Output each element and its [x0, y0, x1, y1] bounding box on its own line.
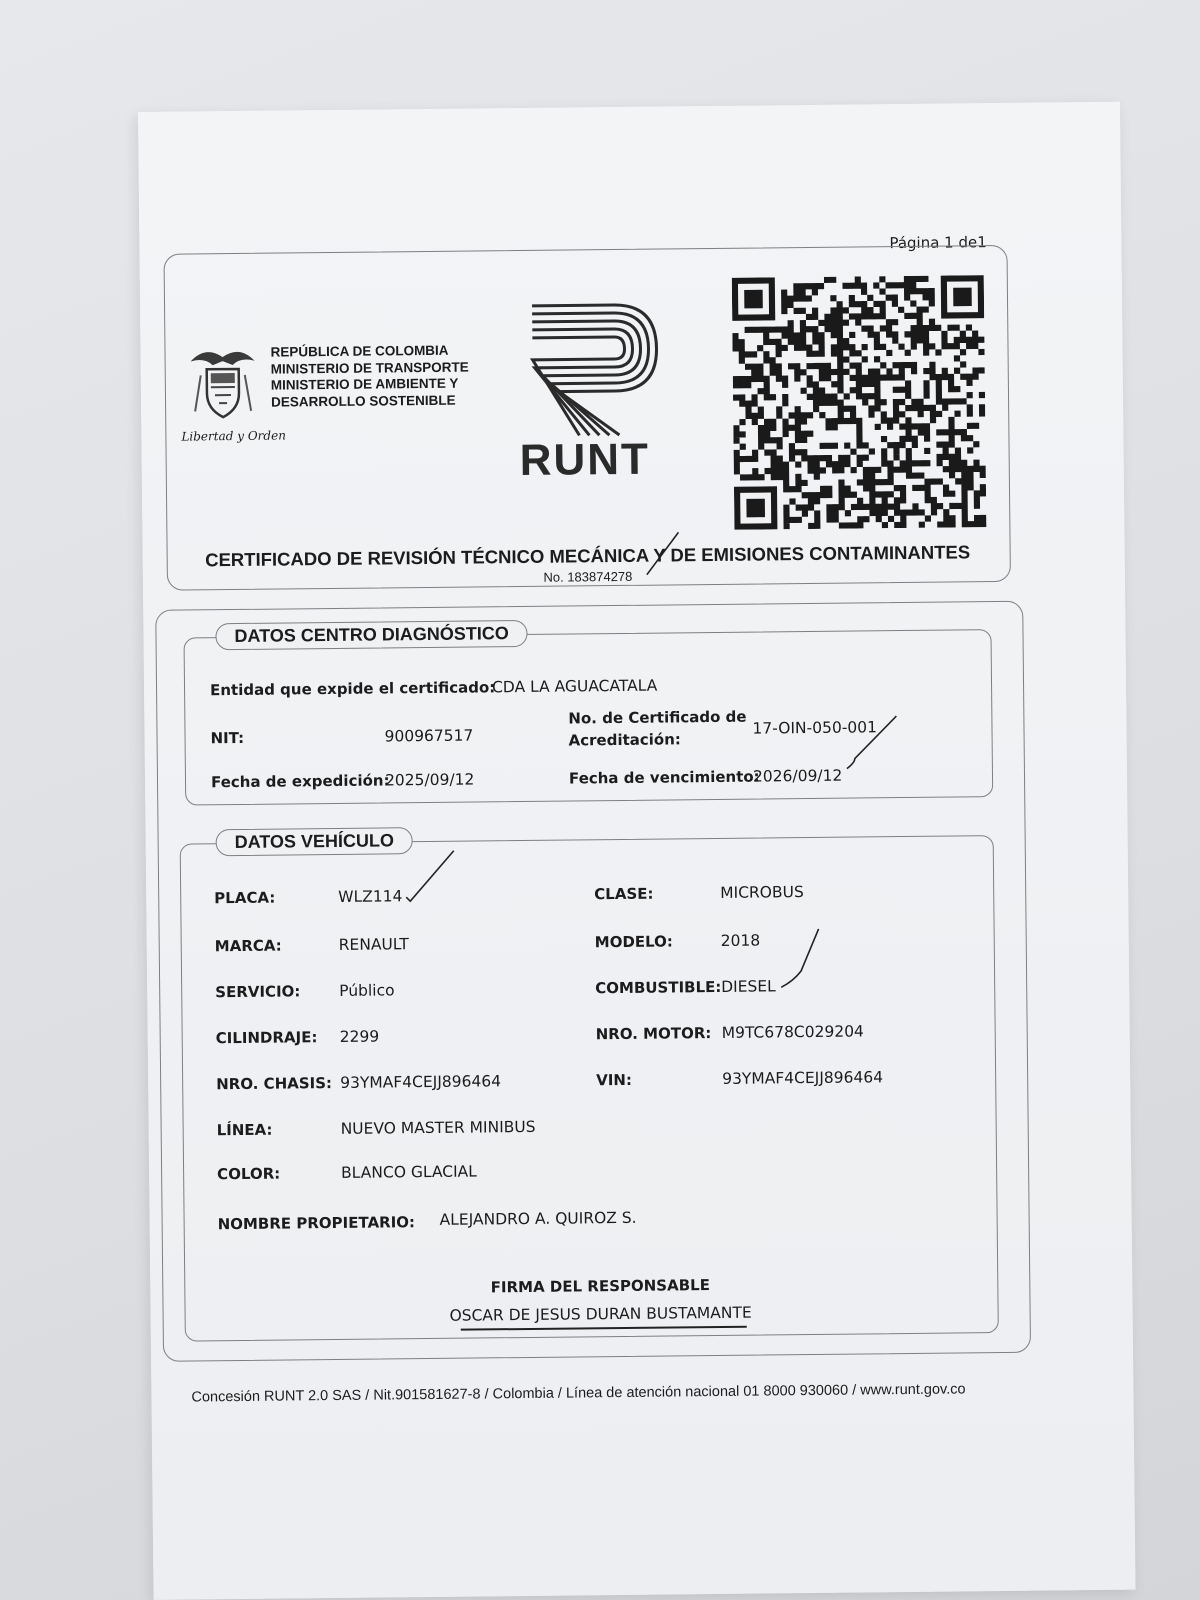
accreditation-value: 17-OIN-050-001	[752, 718, 878, 738]
placa-value: WLZ114	[338, 887, 403, 906]
signature-label: FIRMA DEL RESPONSABLE	[490, 1276, 710, 1297]
marca-value: RENAULT	[338, 935, 409, 954]
qr-code-icon	[732, 275, 987, 530]
issue-date-value: 2025/09/12	[384, 770, 475, 790]
vin-label: VIN:	[596, 1070, 633, 1090]
handwritten-check-mark-icon	[779, 925, 824, 991]
footer-text: Concesión RUNT 2.0 SAS / Nit.901581627-8 / Colombia / Línea de atención nacional 01 8000 930060 / www.runt.gov.co	[191, 1381, 966, 1406]
gov-line-1: REPÚBLICA DE COLOMBIA	[270, 342, 449, 360]
motor-value: M9TC678C029204	[721, 1022, 864, 1042]
cilindraje-value: 2299	[339, 1027, 380, 1046]
diagnostic-center-title: DATOS CENTRO DIAGNÓSTICO	[215, 620, 528, 650]
motor-label: NRO. MOTOR:	[595, 1024, 712, 1044]
certificate-title: CERTIFICADO DE REVISIÓN TÉCNICO MECÁNICA Y DE EMISIONES CONTAMINANTES	[205, 541, 971, 571]
accreditation-label-2: Acreditación:	[568, 730, 681, 750]
clase-value: MICROBUS	[720, 883, 804, 902]
handwritten-check-mark-icon	[844, 712, 901, 773]
issue-date-label: Fecha de expedición:	[210, 771, 390, 792]
modelo-label: MODELO:	[594, 932, 673, 952]
handwritten-check-mark-icon	[642, 528, 683, 578]
government-entities	[270, 343, 469, 411]
issuer-value: CDA LA AGUACATALA	[491, 676, 658, 697]
marca-label: MARCA:	[214, 936, 282, 956]
gov-line-3: MINISTERIO DE AMBIENTE Y	[270, 375, 459, 393]
expiry-date-label: Fecha de vencimiento:	[568, 767, 760, 788]
colombia-coat-of-arms-icon	[180, 341, 265, 426]
owner-label: NOMBRE PROPIETARIO:	[217, 1213, 416, 1234]
color-label: COLOR:	[217, 1164, 281, 1184]
chasis-label: NRO. CHASIS:	[216, 1074, 333, 1094]
linea-value: NUEVO MASTER MINIBUS	[340, 1117, 536, 1138]
chasis-value: 93YMAF4CEJJ896464	[340, 1072, 502, 1092]
combustible-value: DIESEL	[721, 977, 776, 996]
motto: Libertad y Orden	[181, 428, 286, 444]
color-value: BLANCO GLACIAL	[341, 1162, 477, 1182]
runt-logo-text: RUNT	[519, 434, 651, 486]
expiry-date-value: 2026/09/12	[752, 766, 843, 786]
accreditation-label-1: No. de Certificado de	[568, 707, 747, 728]
certificate-paper	[138, 102, 1136, 1600]
cilindraje-label: CILINDRAJE:	[215, 1028, 318, 1048]
page-indicator: Página 1 de1	[889, 233, 987, 253]
combustible-label: COMBUSTIBLE:	[595, 977, 722, 998]
vin-value: 93YMAF4CEJJ896464	[722, 1068, 884, 1088]
owner-value: ALEJANDRO A. QUIROZ S.	[439, 1208, 637, 1229]
certificate-number: No. 183874278	[543, 568, 633, 585]
nit-label: NIT:	[210, 728, 245, 748]
gov-line-2: MINISTERIO DE TRANSPORTE	[270, 359, 469, 377]
servicio-value: Público	[339, 981, 395, 1000]
placa-label: PLACA:	[214, 888, 276, 908]
gov-line-4: DESARROLLO SOSTENIBLE	[270, 392, 456, 410]
vehicle-section-title: DATOS VEHÍCULO	[216, 827, 414, 856]
runt-logo-icon	[528, 298, 669, 439]
modelo-value: 2018	[720, 931, 761, 950]
servicio-label: SERVICIO:	[215, 982, 301, 1002]
issuer-label: Entidad que expide el certificado:	[209, 678, 496, 700]
linea-label: LÍNEA:	[216, 1120, 273, 1140]
nit-value: 900967517	[384, 726, 474, 746]
handwritten-check-mark-icon	[404, 845, 459, 906]
clase-label: CLASE:	[594, 884, 654, 904]
signature-name: OSCAR DE JESUS DURAN BUSTAMANTE	[449, 1303, 752, 1325]
